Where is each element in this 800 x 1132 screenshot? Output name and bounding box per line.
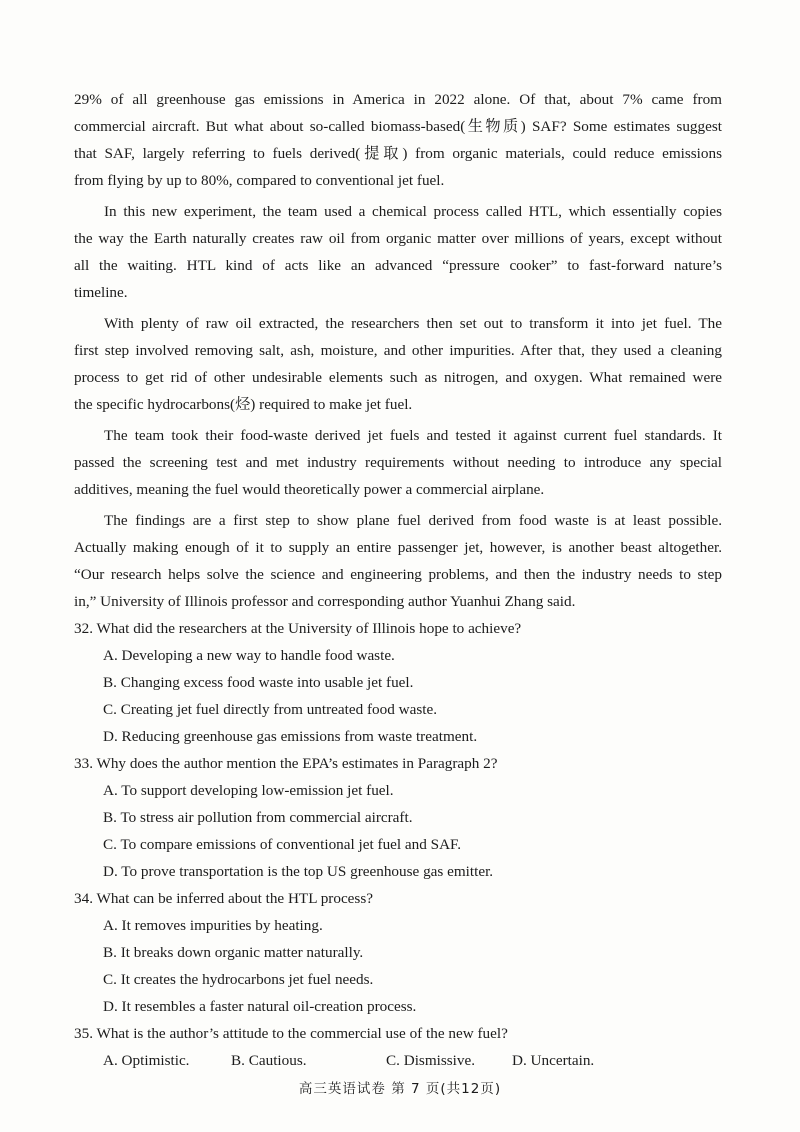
option-d: D. It resembles a faster natural oil-creation process. [103, 998, 417, 1015]
options-row [74, 1047, 722, 1074]
text-line: first step involved removing salt, ash, moisture, and other impurities. After that, they used a cleaning [74, 342, 722, 359]
option-a: A. It removes impurities by heating. [103, 917, 323, 934]
question-35 [74, 1020, 722, 1074]
option-d: D. Reducing greenhouse gas emissions from waste treatment. [103, 728, 478, 745]
text-line: process to get rid of other undesirable elements such as nitrogen, and oxygen. What remained were [74, 369, 722, 386]
paragraph-5 [74, 507, 722, 615]
text-line: additives, meaning the fuel would theoretically power a commercial airplane. [74, 481, 545, 498]
text-line: 29% of all greenhouse gas emissions in America in 2022 alone. Of that, about 7% came from [74, 91, 722, 108]
option-a: A. Developing a new way to handle food waste. [103, 647, 395, 664]
option-b: B. Cautious. [231, 1052, 307, 1069]
option-c: C. To compare emissions of conventional jet fuel and SAF. [103, 836, 462, 853]
option-b: B. To stress air pollution from commercial aircraft. [103, 809, 413, 826]
text-line: in,” University of Illinois professor and corresponding author Yuanhui Zhang said. [74, 593, 576, 610]
option-c: C. It creates the hydrocarbons jet fuel needs. [103, 971, 374, 988]
paragraph-2 [74, 198, 722, 306]
question-32 [74, 615, 722, 750]
question-stem: 34. What can be inferred about the HTL process? [74, 890, 373, 907]
option-a: A. To support developing low-emission jet fuel. [103, 782, 394, 799]
text-line: The team took their food-waste derived jet fuels and tested it against current fuel standards. It [104, 427, 722, 444]
option-c: C. Creating jet fuel directly from untreated food waste. [103, 701, 438, 718]
text-line: the way the Earth naturally creates raw oil from organic matter over millions of years, except without [74, 230, 722, 247]
question-stem: 33. Why does the author mention the EPA’s estimates in Paragraph 2? [74, 755, 498, 772]
option-b: B. It breaks down organic matter naturally. [103, 944, 364, 961]
option-c: C. Dismissive. [386, 1052, 476, 1069]
text-line: the specific hydrocarbons(烃) required to make jet fuel. [74, 396, 413, 413]
page-footer: 高三英语试卷 第 7 页(共12页) [298, 1081, 502, 1097]
paragraph-1 [74, 86, 722, 194]
text-line: In this new experiment, the team used a chemical process called HTL, which essentially copies [104, 203, 722, 220]
text-line: from flying by up to 80%, compared to conventional jet fuel. [74, 172, 445, 189]
option-a: A. Optimistic. [103, 1052, 190, 1069]
question-stem: 35. What is the author’s attitude to the commercial use of the new fuel? [74, 1025, 508, 1042]
option-b: B. Changing excess food waste into usable jet fuel. [103, 674, 414, 691]
text-line: passed the screening test and met industry requirements without needing to introduce any special [74, 454, 722, 471]
question-34 [74, 885, 722, 1020]
option-d: D. To prove transportation is the top US greenhouse gas emitter. [103, 863, 494, 880]
paragraph-4 [74, 422, 722, 503]
question-stem: 32. What did the researchers at the University of Illinois hope to achieve? [74, 620, 522, 637]
text-line: that SAF, largely referring to fuels derived(提取) from organic materials, could reduce emissions [74, 145, 722, 162]
text-line: Actually making enough of it to supply an entire passenger jet, however, is another beast altogether. [74, 539, 722, 556]
option-d: D. Uncertain. [512, 1052, 595, 1069]
text-line: The findings are a first step to show plane fuel derived from food waste is at least possible. [104, 512, 722, 529]
question-33 [74, 750, 722, 885]
text-line: all the waiting. HTL kind of acts like an advanced “pressure cooker” to fast-forward nature’s [74, 257, 722, 274]
text-line: With plenty of raw oil extracted, the researchers then set out to transform it into jet fuel. The [104, 315, 722, 332]
text-line: “Our research helps solve the science and engineering problems, and then the industry needs to step [74, 566, 722, 583]
paragraph-3 [74, 310, 722, 418]
text-line: commercial aircraft. But what about so-called biomass-based(生物质) SAF? Some estimates suggest [74, 118, 722, 135]
text-line: timeline. [74, 284, 128, 301]
content [74, 86, 722, 1074]
